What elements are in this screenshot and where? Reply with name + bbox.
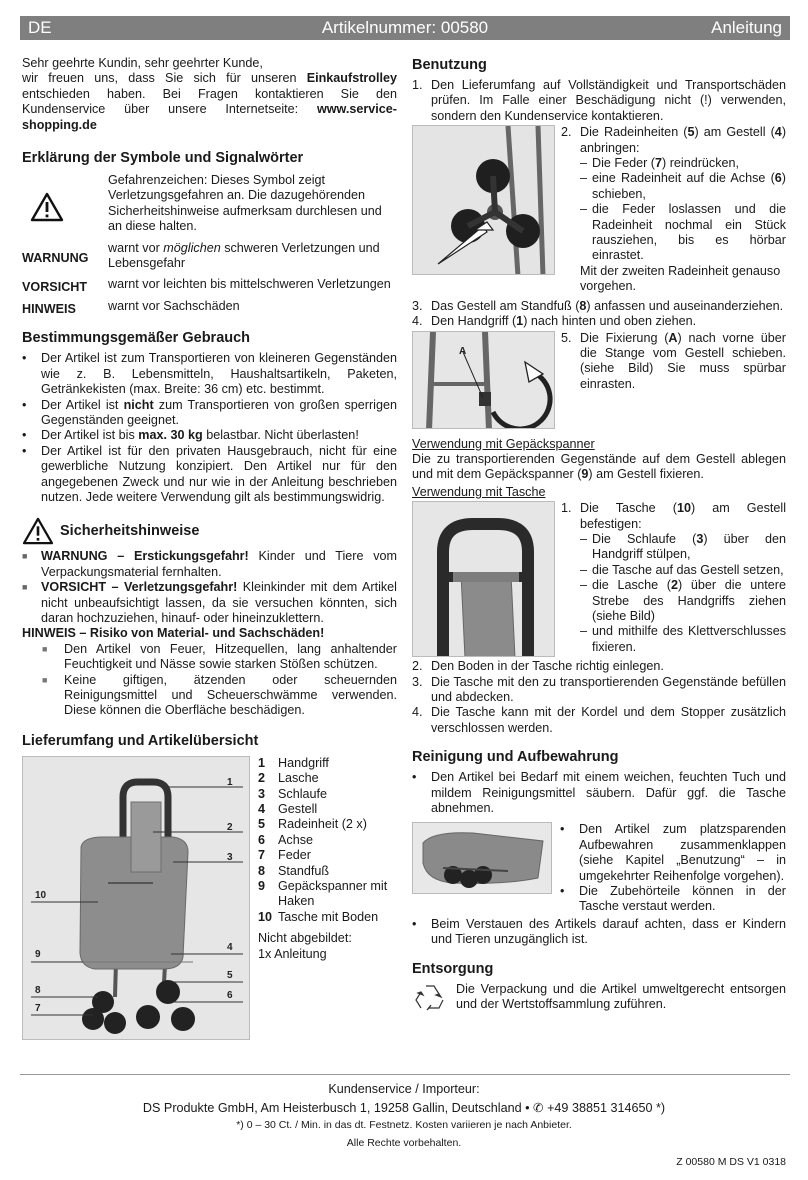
part-label: Achse — [278, 832, 314, 847]
callout-9: 9 — [35, 948, 41, 960]
cleaning-side-text — [552, 822, 786, 914]
intro-greeting: Sehr geehrte Kundin, sehr geehrter Kunde, — [22, 56, 263, 70]
cleaning-row — [412, 822, 786, 914]
tasche-substep: – Die Schlaufe (3) über den Handgriff stülpen, — [580, 531, 786, 562]
document-header — [20, 16, 790, 40]
part-label: Lasche — [278, 771, 319, 786]
safety-heading-row — [22, 517, 397, 545]
step-2-text — [555, 125, 786, 294]
usage-bullet: • Der Artikel ist nicht zum Transportieren von großen sperrigen Gegenständen geeignet. — [22, 397, 397, 427]
cleaning-bullet: • Den Artikel zum platzsparenden Aufbewahren zusammenklappen (siehe Kapitel „Benutzung“ – in umgekehrter Reihenfolge vorgehen). — [560, 822, 786, 883]
parts-list — [258, 756, 397, 962]
disposal-heading: Entsorgung — [412, 960, 494, 977]
callout-3: 3 — [227, 851, 233, 863]
part-number: 8 — [258, 863, 266, 878]
part-label: Schlaufe — [278, 786, 328, 801]
callout-2: 2 — [227, 821, 233, 833]
callout-4: 4 — [227, 941, 233, 953]
step-2: 2. Die Radeinheiten (5) am Gestell (4) anbringen: — [561, 125, 787, 155]
fixation-label-a: A — [459, 345, 467, 357]
cleaning-bullet: • Den Artikel bei Bedarf mit einem weichen, feuchten Tuch und mildem Reinigungsmittel säubern. Dafür ggf. die Tasche abnehmen. — [412, 770, 786, 815]
spanner-subheading: Verwendung mit Gepäckspanner — [412, 436, 595, 451]
hinweis-key: HINWEIS — [22, 301, 76, 316]
disposal-row — [412, 982, 786, 1016]
part-label: Radeinheit (2 x) — [278, 817, 367, 832]
symbols-heading: Erklärung der Symbole und Signalwörter — [22, 150, 304, 167]
step-2-row — [412, 125, 786, 294]
step-5: 5. Die Fixierung (A) nach vorne über die Stange vom Gestell schieben. (siehe Bild) Sie muss spürbar einrasten. — [561, 330, 786, 391]
bag-mounting-image — [412, 501, 555, 657]
part-label: Handgriff — [278, 755, 329, 770]
recycling-icon — [412, 982, 452, 1016]
part-number: 1 — [258, 755, 266, 770]
warnung-key: WARNUNG — [22, 251, 89, 266]
usage-bullet: • Der Artikel ist bis max. 30 kg belastbar. Nicht überlasten! — [22, 428, 359, 443]
callout-8: 8 — [35, 984, 41, 996]
tasche-step-4: 4. Die Tasche kann mit der Kordel und dem Stopper zusätzlich verschlossen werden. — [412, 705, 786, 735]
document-type: Anleitung — [711, 18, 782, 37]
tasche-substep: – die Lasche (2) über die untere Strebe des Handgriffs ziehen (siehe Bild) — [580, 578, 786, 623]
folded-trolley-image — [412, 822, 552, 894]
footer-cost-note: *) 0 – 30 Ct. / Min. in das dt. Festnetz. Kosten variieren je nach Anbieter. — [236, 1119, 572, 1131]
not-shown-label: Nicht abgebildet: — [258, 931, 352, 946]
right-column — [412, 56, 786, 1016]
symbols-table — [22, 173, 397, 320]
tasche-substep: – und mithilfe des Klettverschlusses fixieren. — [580, 624, 786, 654]
cleaning-heading: Reinigung und Aufbewahrung — [412, 749, 619, 766]
safety-heading: Sicherheitshinweise — [60, 523, 200, 540]
footer-address: DS Produkte GmbH, Am Heisterbusch 1, 19258 Gallin, Deutschland • ✆ +49 38851 314650 *) — [142, 1101, 666, 1115]
footer-doc-code: Z 00580 M DS V1 0318 — [676, 1156, 786, 1168]
usage-bullet: • Der Artikel ist für den privaten Hausgebrauch, nicht für eine gewerbliche Nutzung konzipiert. Den Artikel nur für den angegebenen Zweck und nur wie in der Anleitung beschrieben nutzen. Jede weitere Verwendung gilt als bestimmungswidrig. — [22, 443, 397, 504]
benutzung-heading: Benutzung — [412, 57, 487, 73]
language-code: DE — [28, 18, 52, 37]
part-number: 4 — [258, 802, 266, 817]
part-label: Gestell — [278, 802, 318, 817]
tasche-step-1-text — [555, 501, 786, 657]
part-label: Standfuß — [278, 863, 330, 878]
tasche-step-3: 3. Die Tasche mit den zu transportierenden Gegenstände befüllen und abdecken. — [412, 674, 786, 704]
wheel-mounting-image — [412, 125, 555, 275]
callout-5: 5 — [227, 969, 233, 981]
vorsicht-description: warnt vor leichten bis mittelschweren Verletzungen — [108, 277, 391, 292]
part-label: Feder — [278, 848, 311, 863]
left-column — [22, 56, 397, 1046]
footer-service: Kundenservice / Importeur: — [328, 1082, 480, 1096]
vorsicht-key: VORSICHT — [22, 280, 88, 295]
safety-hinweis-title: HINWEIS – Risiko von Material- und Sachschäden! — [22, 626, 325, 641]
website-link[interactable]: www.service-shopping.de — [22, 102, 397, 132]
step-2-substep: – Die Feder (7) reindrücken, — [580, 156, 740, 171]
safety-warnung-item: ■ WARNUNG – Erstickungsgefahr! Kinder und Tiere vom Verpackungsmaterial fernhalten. — [22, 549, 398, 579]
safety-hinweis-item: ■ Keine giftigen, ätzenden oder scheuernden Reinigungsmittel und Scheuerschwämme verwenden. Diese können die Oberfläche beschädigen. — [42, 672, 397, 718]
part-number: 10 — [258, 909, 273, 924]
warning-triangle-icon — [22, 517, 54, 545]
part-number: 7 — [258, 848, 266, 863]
cleaning-bullet: • Beim Verstauen des Artikels darauf achten, dass er Kindern und Tieren unzugänglich ist. — [412, 916, 786, 947]
tasche-row — [412, 501, 786, 657]
intro-text: wir freuen uns, dass Sie sich für unseren Einkaufstrolley entschieden haben. Bei Fragen kontaktieren Sie den Kundenservice über unsere Internetseite: www.service-shopping.de — [22, 71, 397, 132]
disposal-text: Die Verpackung und die Artikel umweltgerecht entsorgen und der Wertstoffsammlung zuführen. — [456, 981, 786, 1012]
scope-heading: Lieferumfang und Artikelübersicht — [22, 732, 259, 749]
usage-heading: Bestimmungsgemäßer Gebrauch — [22, 330, 251, 347]
cleaning-bullet: • Die Zubehörteile können in der Tasche verstaut werden. — [560, 884, 786, 914]
manual-item: 1x Anleitung — [258, 946, 327, 961]
callout-6: 6 — [227, 989, 233, 1001]
safety-vorsicht-item: ■ VORSICHT – Verletzungsgefahr! Kleinkinder mit dem Artikel nicht unbeaufsichtigt lassen, da sie versuchen könnten, sich daran hochzuziehen, hinauf- oder hineinzuklettern. — [22, 580, 397, 625]
step-5-row — [412, 331, 786, 429]
callout-10: 10 — [35, 889, 47, 901]
callout-1: 1 — [227, 776, 233, 788]
warnung-description: warnt vor möglichen schweren Verletzungen und Lebensgefahr — [108, 240, 380, 271]
footer-rights: Alle Rechte vorbehalten. — [346, 1137, 462, 1149]
part-number: 3 — [258, 786, 266, 801]
article-number: Artikelnummer: 00580 — [321, 18, 489, 37]
step-2-substep: – die Feder loslassen und die Radeinheit nochmal ein Stück rausziehen, bis es hörbar einrastet. — [580, 202, 786, 263]
step-3: 3. Das Gestell am Standfuß (8) anfassen und auseinanderziehen. — [412, 298, 784, 313]
danger-triangle-icon — [22, 173, 108, 241]
step-1: 1. Den Lieferumfang auf Vollständigkeit und Transportschäden prüfen. Im Falle einer Beschädigung nicht (!) verwenden, sondern den Kundenservice kontaktieren. — [412, 78, 786, 123]
tasche-step-1: 1. Die Tasche (10) am Gestell befestigen: — [561, 501, 786, 531]
step-4: 4. Den Handgriff (1) nach hinten und oben ziehen. — [412, 314, 697, 329]
safety-hinweis-item: ■ Den Artikel von Feuer, Hitzequellen, lang anhaltender Feuchtigkeit und Nässe sowie starken Stößen schützen. — [42, 641, 397, 672]
part-number: 9 — [258, 879, 266, 894]
step-2-after: Mit der zweiten Radeinheit genauso vorgehen. — [580, 263, 781, 294]
footer-divider — [20, 1074, 790, 1075]
trolley-overview-image — [22, 756, 250, 1040]
part-number: 5 — [258, 817, 266, 832]
fixation-image — [412, 331, 555, 429]
tasche-substep: – die Tasche auf das Gestell setzen, — [580, 562, 784, 577]
usage-bullet: • Der Artikel ist zum Transportieren von kleineren Gegenständen wie z. B. Lebensmitteln, Haushaltsartikeln, Paketen, Getränkekisten (max. Breite: 36 cm) etc. bestimmt. — [22, 351, 397, 397]
callout-7: 7 — [35, 1002, 41, 1014]
tasche-step-2: 2. Den Boden in der Tasche richtig einlegen. — [412, 659, 664, 674]
scope-section — [22, 756, 397, 1046]
part-number: 2 — [258, 771, 266, 786]
step-5-text — [555, 331, 786, 429]
tasche-subheading: Verwendung mit Tasche — [412, 484, 546, 499]
step-2-substep: – eine Radeinheit auf die Achse (6) schieben, — [580, 171, 786, 201]
hinweis-description: warnt vor Sachschäden — [108, 298, 240, 313]
part-number: 6 — [258, 832, 266, 847]
part-label: Gepäckspanner mit Haken — [278, 879, 388, 909]
part-label: Tasche mit Boden — [278, 909, 379, 924]
spanner-text: Die zu transportierenden Gegenstände auf dem Gestell ablegen und mit dem Gepäckspanner (9) am Gestell fixieren. — [412, 451, 786, 482]
danger-description: Gefahrenzeichen: Dieses Symbol zeigt Verletzungsgefahren an. Die dazugehörenden Sicherheitshinweise aufmerksam durchlesen und an diese halten. — [108, 173, 382, 234]
product-name: Einkaufstrolley — [306, 71, 397, 86]
